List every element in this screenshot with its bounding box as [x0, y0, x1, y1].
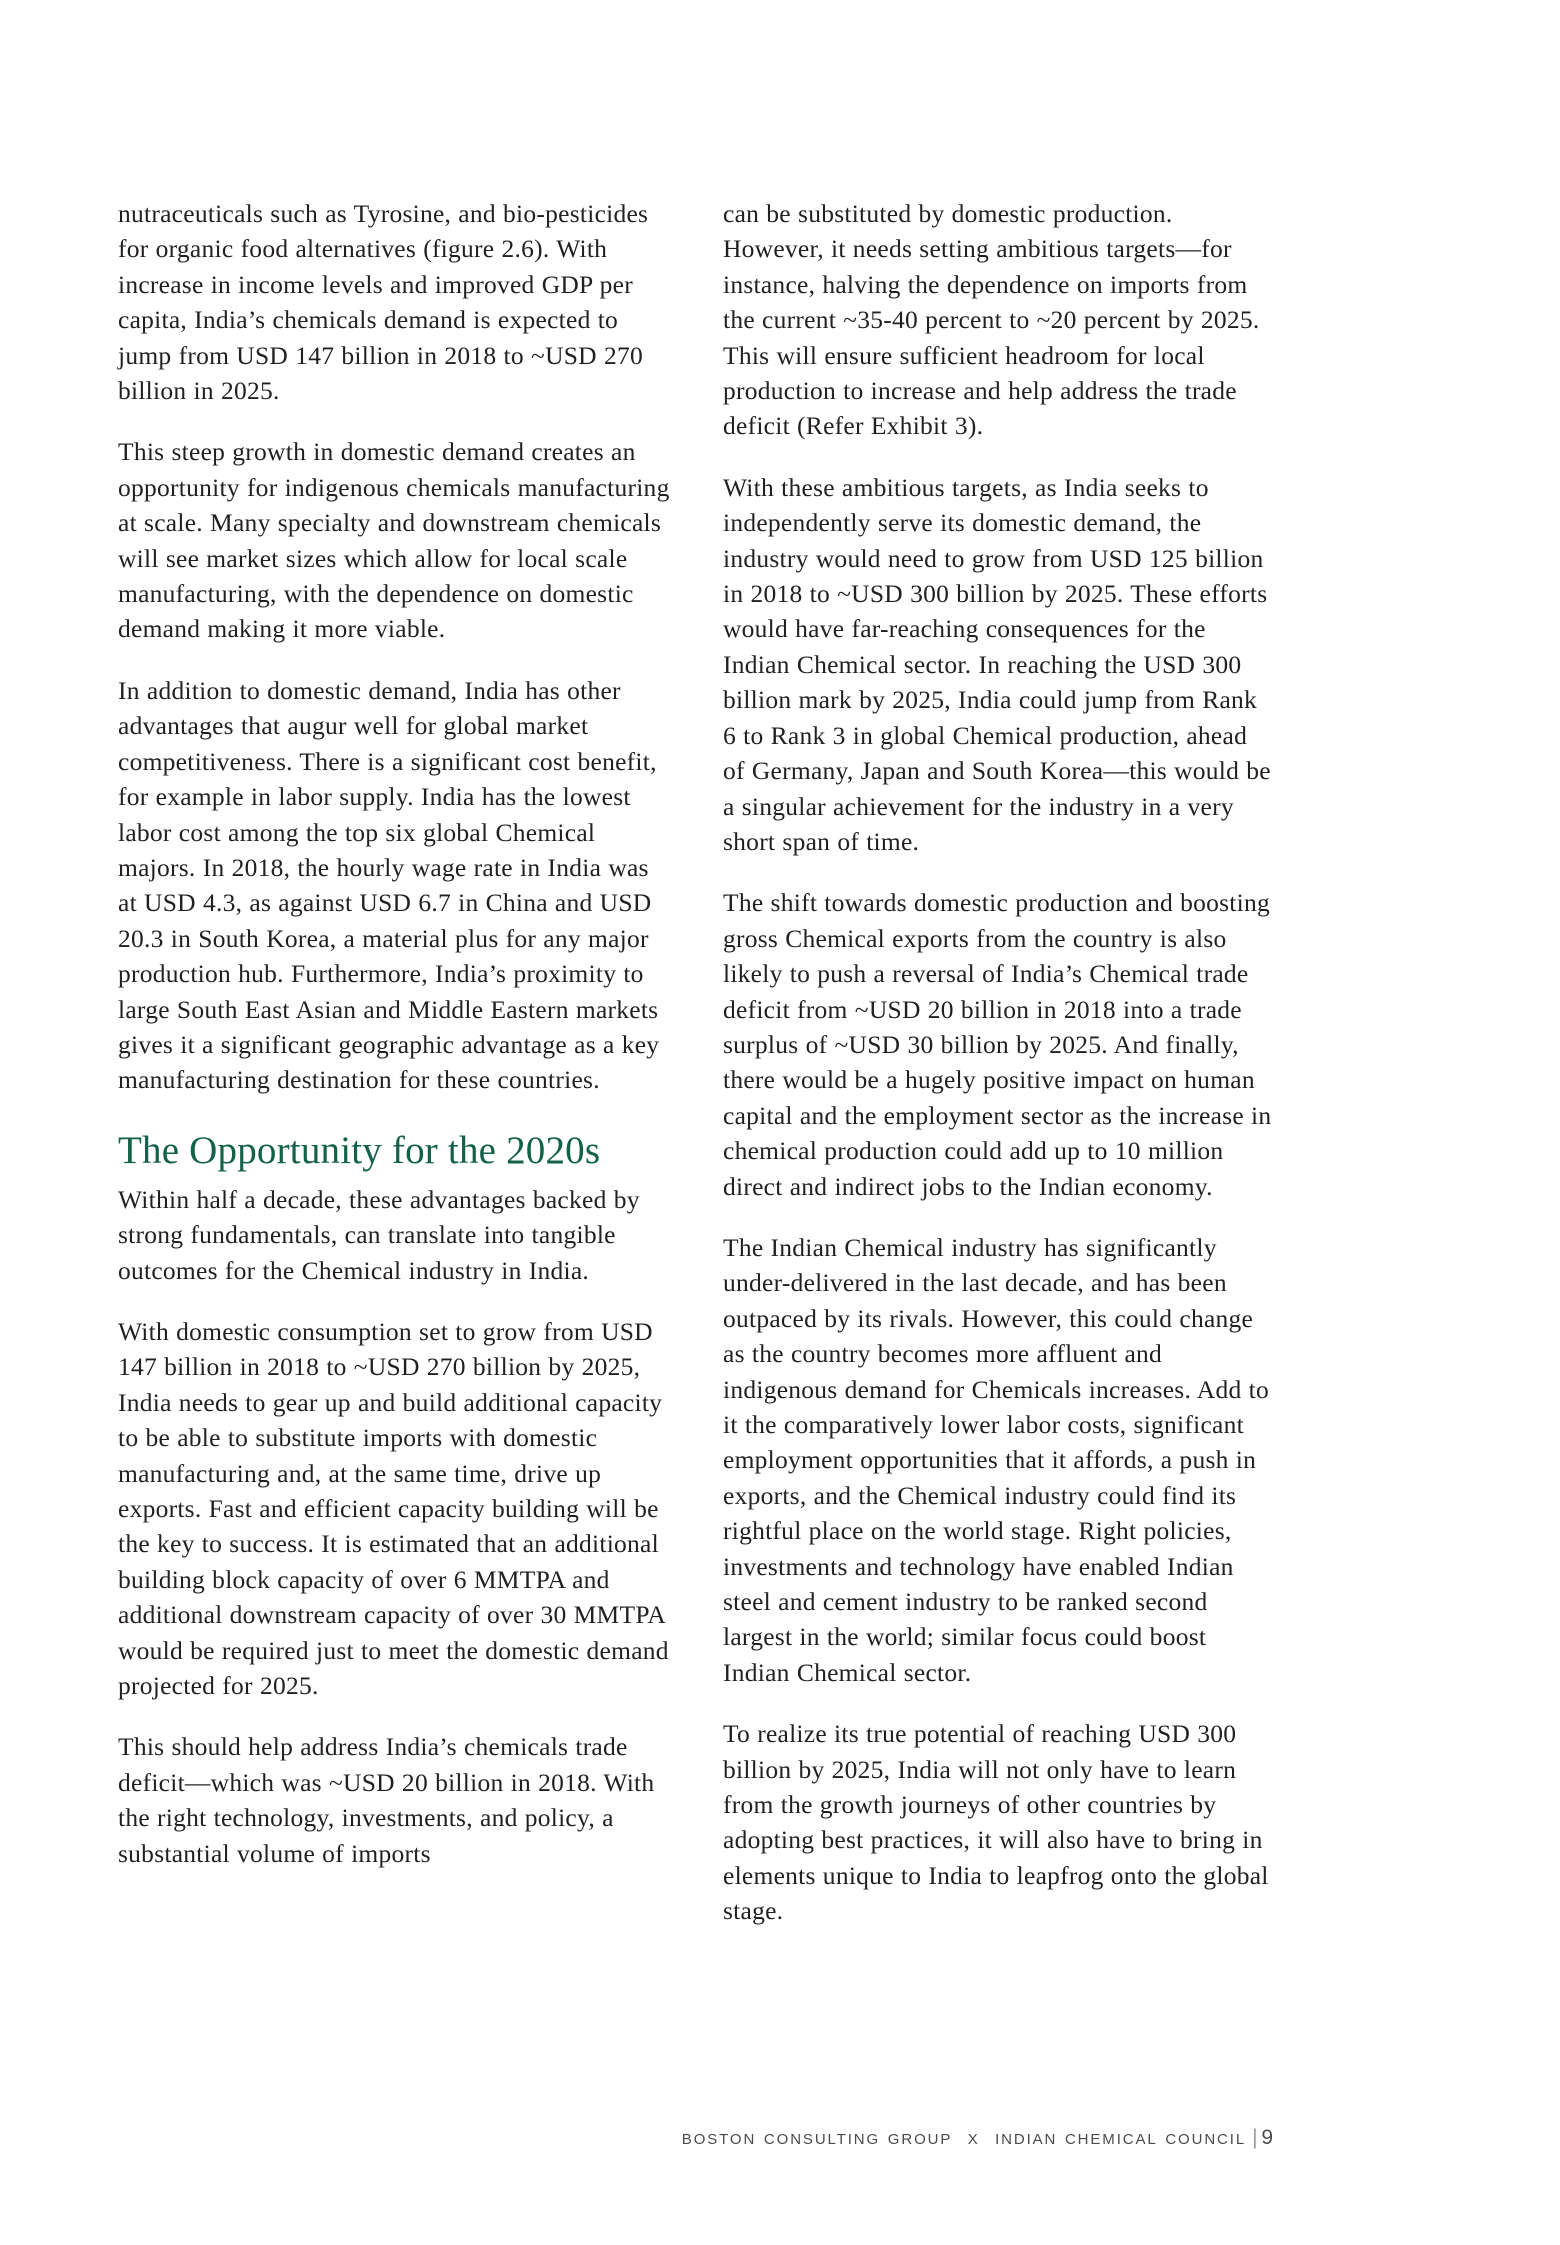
paragraph: This should help address India’s chemicals trade deficit—which was ~USD 20 billion in 2018. With the right technology, investments, and policy, a substantial volume of imports: [118, 1732, 655, 1868]
page-content: [118, 196, 1275, 2036]
paragraph: The shift towards domestic production and boosting gross Chemical exports from the country is also likely to push a reversal of India’s Chemical trade deficit from ~USD 20 billion in 2018 into a trade surplus of ~USD 30 billion by 2025. And finally, there would be a hugely positive impact on human capital and the employment sector as the increase in chemical production could add up to 10 million direct and indirect jobs to the Indian economy.: [723, 888, 1272, 1201]
paragraph: In addition to domestic demand, India has other advantages that augur well for global market competitiveness. There is a significant cost benefit, for example in labor supply. India has the lowest labor cost among the top six global Chemical majors. In 2018, the hourly wage rate in India was at USD 4.3, as against USD 6.7 in China and USD 20.3 in South Korea, a material plus for any major production hub. Furthermore, India’s proximity to large South East Asian and Middle Eastern markets gives it a significant geographic advantage as a key manufacturing destination for these countries.: [118, 675, 660, 1095]
paragraph: The Indian Chemical industry has significantly under-delivered in the last decade, and has been outpaced by its rivals. However, this could change as the country becomes more affluent and indigenous demand for Chemicals increases. Add to it the comparatively lower labor costs, significant employment opportunities that it affords, a push in exports, and the Chemical industry could find its rightful place on the world stage. Right policies, investments and technology have enabled Indian steel and cement industry to be ranked second largest in the world; similar focus could boost Indian Chemical sector.: [723, 1232, 1269, 1687]
two-column-layout: [118, 196, 1275, 1929]
section-heading: The Opportunity for the 2020s: [118, 1128, 601, 1172]
paragraph: To realize its true potential of reaching USD 300 billion by 2025, India will not only have to learn from the growth journeys of other countries by adopting best practices, it will also have to bring in elements unique to India to leapfrog onto the global stage.: [723, 1719, 1269, 1926]
left-column: [118, 196, 670, 1929]
paragraph: This steep growth in domestic demand creates an opportunity for indigenous chemicals manufacturing at scale. Many specialty and downstream chemicals will see market sizes which allow for local scale manufacturing, with the dependence on domestic demand making it more viable.: [118, 437, 670, 644]
footer-organization-primary: boston consulting group: [681, 2126, 953, 2149]
paragraph: can be substituted by domestic production. However, it needs setting ambitious targets—for instance, halving the dependence on imports from the current ~35-40 percent to ~20 percent by 2025. This will ensure sufficient headroom for local production to increase and help address the trade deficit (Refer Exhibit 3).: [723, 199, 1260, 441]
footer-separator: x: [967, 2126, 980, 2149]
paragraph: With these ambitious targets, as India seeks to independently serve its domestic demand, the industry would need to grow from USD 125 billion in 2018 to ~USD 300 billion by 2025. These efforts would have far-reaching consequences for the Indian Chemical sector. In reaching the USD 300 billion mark by 2025, India could jump from Rank 6 to Rank 3 in global Chemical production, ahead of Germany, Japan and South Korea—this would be a singular achievement for the industry in a very short span of time.: [723, 472, 1271, 856]
paragraph: nutraceuticals such as Tyrosine, and bio-pesticides for organic food alternatives (figure 2.6). With increase in income levels and improved GDP per capita, India’s chemicals demand is expected to jump from USD 147 billion in 2018 to ~USD 270 billion in 2025.: [118, 199, 649, 406]
paragraph: Within half a decade, these advantages backed by strong fundamentals, can translate into tangible outcomes for the Chemical industry in India.: [118, 1184, 640, 1285]
footer-divider: |: [1252, 2126, 1260, 2149]
paragraph: With domestic consumption set to grow from USD 147 billion in 2018 to ~USD 270 billion by 2025, India needs to gear up and build additional capacity to be able to substitute imports with domestic manufacturing and, at the same time, drive up exports. Fast and efficient capacity building will be the key to success. It is estimated that an additional building block capacity of over 6 MMTPA and additional downstream capacity of over 30 MMTPA would be required just to meet the domestic demand projected for 2025.: [118, 1316, 669, 1701]
footer-organization-secondary: indian chemical council: [995, 2126, 1247, 2149]
page-footer: [118, 2125, 1275, 2151]
footer-page-number: 9: [1261, 2126, 1275, 2149]
right-column: [723, 196, 1275, 1929]
